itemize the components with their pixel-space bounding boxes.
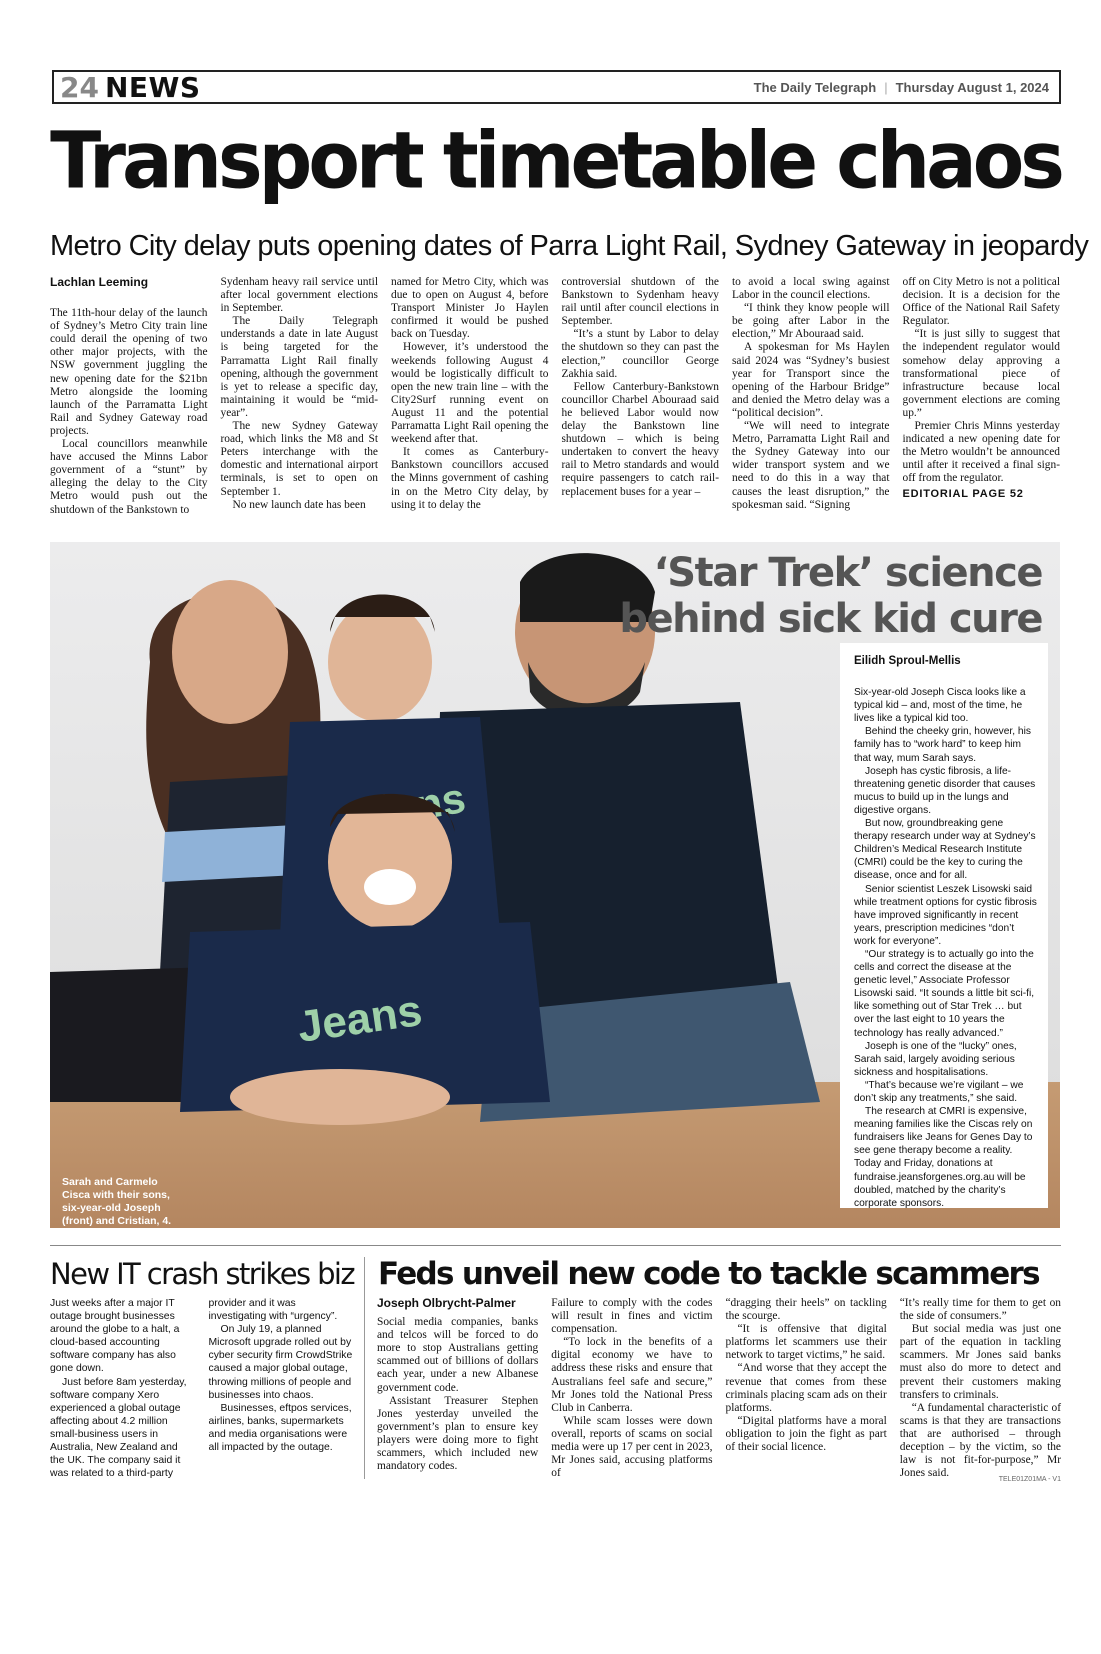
paragraph: But now, groundbreaking gene therapy research under way at Sydney’s Children’s Medical Research Institute (CMRI) could be the key to curing the disease, once and for all. bbox=[854, 818, 1036, 882]
paragraph: While scam losses were down overall, reports of scams on social media were up 17 per cent in 2023, Mr Jones said, accusing platforms of bbox=[551, 1414, 713, 1480]
lead-column-5 bbox=[732, 276, 890, 526]
lead-byline: Lachlan Leeming bbox=[50, 275, 149, 289]
paragraph: Six-year-old Joseph Cisca looks like a typical kid – and, most of the time, he lives like a typical kid too. bbox=[854, 687, 1026, 725]
paragraph: The 11th-hour delay of the launch of Sydney’s Metro City train line could derail the opening of two other major projects, with the NSW government juggling the new opening date for the $21bn Metro alongside the looming launch of the Parramatta Light Rail and Sydney Gateway road projects. bbox=[50, 307, 208, 437]
paragraph: The new Sydney Gateway road, which links the M8 and St Peters interchange with the domestic and international airport terminals, is set to open on September 1. bbox=[220, 420, 378, 498]
paragraph: Joseph is one of the “lucky” ones, Sarah said, largely avoiding serious sickness and hospitalisations. bbox=[854, 1040, 1017, 1078]
masthead bbox=[52, 70, 1061, 104]
paragraph: provider and it was investigating with “urgency”. bbox=[208, 1298, 338, 1323]
issue-date: Thursday August 1, 2024 bbox=[895, 79, 1049, 95]
scam-byline: Joseph Olbrycht-Palmer bbox=[377, 1296, 516, 1310]
paragraph: Just weeks after a major IT outage brought businesses around the globe to a halt, a cloud-based accounting software company has also gone down. bbox=[50, 1298, 180, 1375]
paragraph: “dragging their heels” on tackling the scourge. bbox=[725, 1297, 887, 1323]
lead-column-1 bbox=[50, 276, 208, 526]
it-column-2 bbox=[209, 1297, 354, 1480]
paragraph: off on City Metro is not a political decision. It is a decision for the Office of the National Rail Safety Regulator. bbox=[902, 276, 1060, 328]
paragraph: Failure to comply with the codes will result in fines and victim compensation. bbox=[551, 1297, 713, 1336]
paragraph: “To lock in the benefits of a digital economy we have to address these risks and ensure that Australians feel safe and secure,” Mr Jones told the National Press Club in Canberra. bbox=[551, 1336, 713, 1414]
family-illustration bbox=[50, 542, 830, 1228]
scam-column-3 bbox=[726, 1297, 887, 1480]
lead-headline: Transport timetable chaos bbox=[50, 113, 1061, 207]
feature-photo bbox=[50, 542, 1060, 1228]
paragraph: Joseph has cystic fibrosis, a life-threatening genetic disorder that causes mucus to build up in the lungs and digestive organs. bbox=[854, 765, 1036, 816]
paragraph: “Our strategy is to actually go into the cells and correct the disease at the genetic level,” Associate Professor Lisowski said. “It sounds a little bit sci-fi, like something out of Star Trek … but over the last eight to 10 years the technology has really advanced.” bbox=[854, 948, 1035, 1039]
scam-column-1 bbox=[377, 1297, 538, 1480]
paragraph: But social media was just one part of the equation in tackling scammers. Mr Jones said banks must also do more to detect and prevent their customers making transfers to criminals. bbox=[899, 1323, 1061, 1401]
paragraph: The research at CMRI is expensive, meaning families like the Ciscas rely on fundraisers like Jeans for Genes Day to see gene therapy become a reality. Today and Friday, donations at fundraise.jeansforgenes.org.au will be doubled, matched by the charity’s corporate sponsors. bbox=[854, 1106, 1033, 1209]
paragraph: “I think they know people will be going after Labor in the election,” Mr Abouraad said. bbox=[732, 302, 890, 341]
paragraph: Senior scientist Leszek Lisowski said while treatment options for cystic fibrosis have improved significantly in recent years, prescription medicines “don’t work for everyone”. bbox=[854, 883, 1037, 947]
section-label: NEWS bbox=[104, 70, 201, 104]
masthead-divider: | bbox=[884, 79, 888, 95]
lead-story-body bbox=[50, 276, 1060, 526]
photo-caption: Sarah and Carmelo Cisca with their sons, six-year-old Joseph (front) and Cristian, 4. Picture: Tom Parrish bbox=[62, 1176, 172, 1240]
paragraph: It comes as Canterbury-Bankstown councillors accused the Minns government of cashing in on the Metro City delay, by using it to delay the bbox=[391, 446, 549, 511]
paragraph: “Digital platforms have a moral obligation to join the fight as part of their social licence. bbox=[725, 1414, 887, 1454]
section-divider bbox=[50, 1245, 1061, 1246]
paragraph: “We will need to integrate Metro, Parramatta Light Rail and the Sydney Gateway into our wider transport system and we need to do this in a way that causes the least disruption,” the spokesman said. “Signing bbox=[732, 420, 890, 511]
paragraph: controversial shutdown of the Bankstown to Sydenham heavy rail until after council elections in September. bbox=[561, 276, 719, 328]
paragraph: Businesses, eftpos services, airlines, banks, supermarkets and media organisations were all impacted by the outage. bbox=[208, 1402, 352, 1454]
paragraph: Just before 8am yesterday, software company Xero experienced a global outage affecting about 4.2 million small-business users in Australia, New Zealand and the UK. The company said it was related to a third-party bbox=[50, 1376, 187, 1480]
paragraph: No new launch date has been bbox=[232, 498, 366, 511]
it-headline: New IT crash strikes biz bbox=[50, 1257, 354, 1291]
paragraph: On July 19, a planned Microsoft upgrade rolled out by cyber security firm CrowdStrike caused a major global outage, throwing millions of people and businesses into chaos. bbox=[208, 1324, 353, 1401]
footer-code: TELE01Z01MA - V1 bbox=[998, 1476, 1061, 1483]
lead-subhead: Metro City delay puts opening dates of Parra Light Rail, Sydney Gateway in jeopardy bbox=[50, 230, 1089, 262]
paragraph: to avoid a local swing against Labor in the council elections. bbox=[732, 276, 890, 302]
masthead-info bbox=[754, 80, 1059, 95]
scam-column-2 bbox=[551, 1297, 712, 1480]
paragraph: “It is offensive that digital platforms let scammers use their network to target victims,” he said. bbox=[725, 1323, 887, 1362]
scam-headline: Feds unveil new code to tackle scammers bbox=[378, 1256, 1039, 1292]
column-divider bbox=[364, 1257, 365, 1479]
feature-story-box bbox=[840, 643, 1048, 1208]
lead-column-2 bbox=[221, 276, 379, 526]
paragraph: Assistant Treasurer Stephen Jones yesterday unveiled the government’s plan to ensure key players were doing more to fight scammers, which included new mandatory codes. bbox=[377, 1394, 539, 1473]
svg-text:Jeans: Jeans bbox=[294, 986, 425, 1052]
page-number: 24 bbox=[60, 70, 99, 104]
paragraph: Sydenham heavy rail service until after local government elections in September. bbox=[220, 276, 378, 315]
it-story-body bbox=[50, 1297, 353, 1480]
paragraph: “It’s a stunt by Labor to delay the shutdown so they can past the election,” councillor George Zakhia said. bbox=[561, 328, 719, 380]
paragraph: Behind the cheeky grin, however, his family has to “work hard” to keep him that way, mum Sarah says. bbox=[854, 726, 1031, 764]
feature-byline: Eilidh Sproul-Mellis bbox=[854, 655, 961, 667]
lead-column-4 bbox=[562, 276, 720, 526]
paragraph: However, it’s understood the weekends following August 4 would be logistically difficult to open the new train line – with the City2Surf running event on August 11 and the potential Parramatta Light Rail opening the weekend after that. bbox=[391, 341, 549, 446]
lead-column-6 bbox=[903, 276, 1061, 526]
paragraph: Local councillors meanwhile have accused the Minns Labor government of a “stunt” by alleging the delay to the City Metro would push out the shutdown of the Bankstown to bbox=[50, 438, 208, 516]
paragraph: A spokesman for Ms Haylen said 2024 was “Sydney’s busiest year for Transport since the opening of the Harbour Bridge” and denied the Metro delay was a “political decision”. bbox=[732, 341, 890, 419]
lead-column-3 bbox=[391, 276, 549, 526]
paragraph: “A fundamental characteristic of scams is that they are transactions that are authorised – through deception – by the victim, so the law is not fit-for-purpose,” Mr Jones said. bbox=[899, 1401, 1061, 1480]
paragraph: “And worse that they accept the revenue that comes from these criminals placing scam ads on their platforms. bbox=[725, 1362, 887, 1414]
paragraph: Premier Chris Minns yesterday indicated a new opening date for the Metro wouldn’t be announced until after it received a final sign-off from the regulator. bbox=[902, 420, 1060, 485]
paragraph: The Daily Telegraph understands a date in late August is being targeted for the Parramatta Light Rail finally opening, although the government is yet to release a specific day, maintaining it would be “mid-year”. bbox=[220, 315, 378, 419]
paragraph: “That’s because we’re vigilant – we don’t skip any treatments,” she said. bbox=[854, 1079, 1024, 1104]
paragraph: “It’s really time for them to get on the side of consumers.” bbox=[899, 1297, 1061, 1323]
feature-headline bbox=[619, 550, 1042, 642]
feature-headline-line-2: behind sick kid cure bbox=[619, 596, 1042, 642]
editorial-reference: EDITORIAL PAGE 52 bbox=[902, 487, 1024, 500]
paragraph: “It is just silly to suggest that the independent regulator would somehow delay approving a transformational piece of infrastructure because local government elections are coming up.” bbox=[902, 328, 1060, 419]
paragraph: Fellow Canterbury-Bankstown councillor Charbel Abouraad said he believed Labor would now delay the Bankstown line shutdown – which is being undertaken to convert the heavy rail to Metro standards and would require passengers to catch rail-replacement buses for a year – bbox=[561, 380, 719, 498]
paper-name: The Daily Telegraph bbox=[753, 79, 877, 95]
scam-column-4 bbox=[900, 1297, 1061, 1480]
paragraph: named for Metro City, which was due to open on August 4, before Transport Minister Jo Haylen confirmed it would be pushed back on Tuesday. bbox=[391, 276, 549, 341]
it-column-1 bbox=[50, 1297, 195, 1480]
paragraph: Social media companies, banks and telcos will be forced to do more to stop Australians getting scammed out of billions of dollars each year, under a new Albanese government code. bbox=[377, 1316, 539, 1394]
feature-headline-line-1: ‘Star Trek’ science bbox=[653, 550, 1042, 596]
